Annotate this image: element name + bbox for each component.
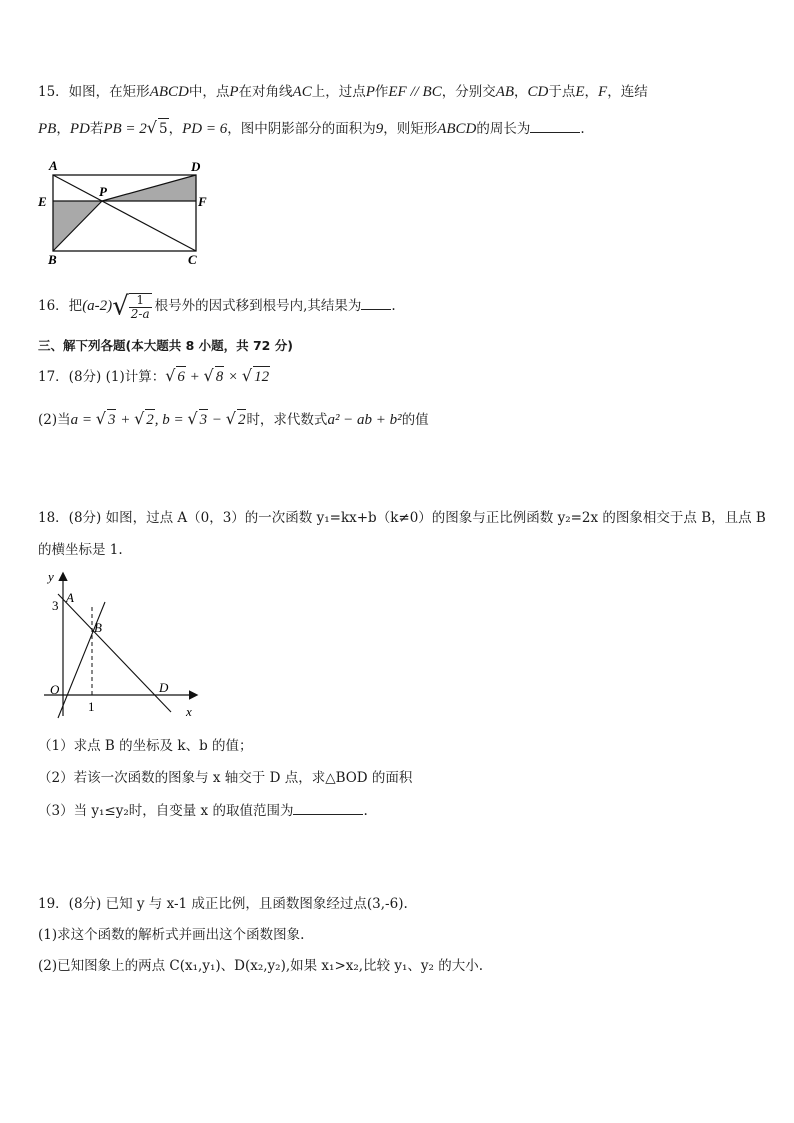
label-a: A: [66, 590, 74, 605]
label-e: E: [38, 194, 47, 209]
answer-blank: [530, 118, 580, 133]
line-y1: [58, 594, 171, 712]
q15-rectangle-figure: [36, 158, 211, 268]
q19-line-2: (1)求这个函数的解析式并画出这个函数图象.: [38, 927, 305, 943]
answer-blank: [361, 295, 391, 310]
label-3: 3: [52, 598, 59, 613]
q15-line-1: 15．如图，在矩形ABCD中，点P在对角线AC上，过点P作EF // BC，分别交AB，CD于点E，F，连结: [38, 84, 648, 100]
label-p: P: [99, 184, 107, 199]
label-y: y: [48, 569, 54, 584]
label-a: A: [49, 158, 58, 173]
answer-blank: [293, 800, 363, 815]
q16-line: 16．把(a-2)√ $\frac{1}{2-a}$ 根号外的因式移到根号内,其结果为 .: [38, 291, 396, 322]
q18-sub-1: （1）求点 B 的坐标及 k、b 的值；: [38, 738, 253, 754]
q18-line-1: 18．(8分) 如图，过点 A（0，3）的一次函数 y₁=kx+b（k≠0）的图象与正比例函数 y₂=2x 的图象相交于点 B，且点 B: [38, 510, 766, 526]
label-1: 1: [88, 699, 95, 714]
label-c: C: [188, 252, 197, 267]
q18-coordinate-figure: [38, 566, 208, 722]
label-x: x: [186, 704, 192, 719]
q17-line-2: (2)当a = √ 3 + √ 2, b = √ 3 − √ 2时，求代数式a² − ab + b²的值: [38, 409, 429, 428]
section-heading: 三、解下列各题(本大题共 8 小题，共 72 分): [38, 338, 293, 353]
label-o: O: [50, 682, 60, 697]
label-d: D: [159, 680, 169, 695]
q18-sub-3: （3）当 y₁≤y₂时，自变量 x 的取值范围为 .: [38, 800, 368, 821]
q15-line-2: PB，PD若PB = 2√ 5，PD = 6，图中阴影部分的面积为9，则矩形ABCD的周长为 .: [38, 118, 585, 137]
fraction: $\frac{1}{2-a}$: [130, 292, 150, 321]
label-b: B: [48, 252, 57, 267]
label-b: B: [94, 620, 102, 635]
radical-sign: √: [146, 118, 157, 137]
label-f: F: [198, 194, 207, 209]
math-abcd: ABCD: [149, 84, 189, 100]
label-d: D: [191, 159, 201, 174]
q18-line-2: 的横坐标是 1.: [38, 542, 123, 558]
q17-line-1: 17．(8分) (1)计算：√ 6 + √ 8 × √ 12: [38, 366, 270, 385]
q19-line-3: (2)已知图象上的两点 C(x₁,y₁)、D(x₂,y₂),如果 x₁>x₂,比较 y₁、y₂ 的大小.: [38, 958, 484, 974]
q19-line-1: 19．(8分) 已知 y 与 x-1 成正比例，且函数图象经过点(3,-6).: [38, 896, 408, 912]
q18-sub-2: （2）若该一次函数的图象与 x 轴交于 D 点，求△BOD 的面积: [38, 770, 413, 786]
radical-sign: √: [112, 291, 129, 322]
